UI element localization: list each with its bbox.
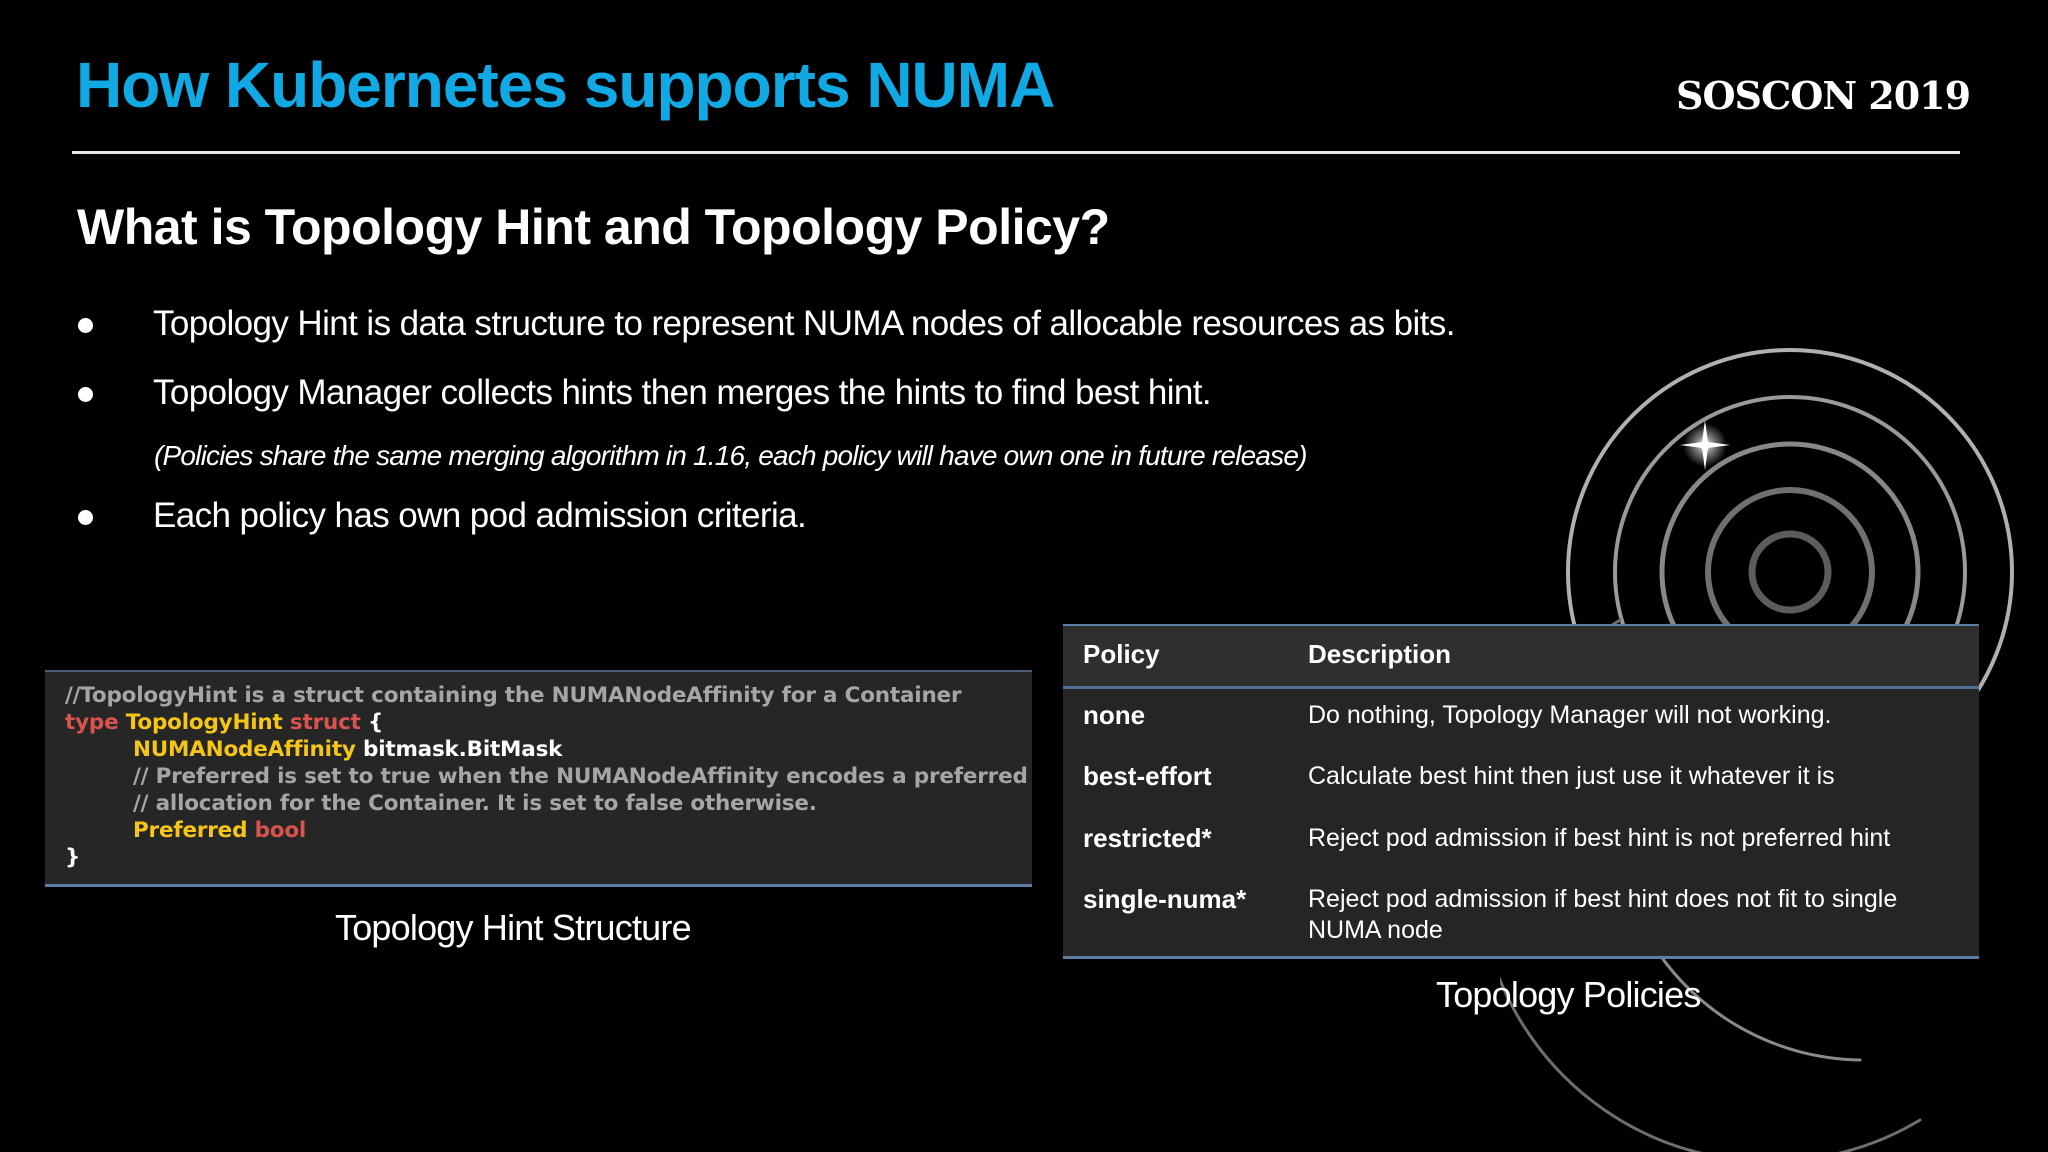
code-keyword: struct xyxy=(289,710,361,735)
code-line xyxy=(65,682,961,709)
policy-description: Calculate best hint then just use it whatever it is xyxy=(1308,762,1835,790)
code-line xyxy=(133,736,562,763)
code-block xyxy=(45,670,1032,887)
code-line xyxy=(133,763,1028,790)
code-line xyxy=(65,709,383,736)
policy-description: Reject pod admission if best hint does not fit to single NUMA node xyxy=(1308,885,1898,944)
brand-logo-text: SOSCON 2019 xyxy=(1676,73,1971,118)
code-brace: } xyxy=(65,845,81,870)
bullet-text: Each policy has own pod admission criteria. xyxy=(153,496,807,535)
code-field: Preferred xyxy=(133,818,248,843)
code-brace: { xyxy=(368,710,384,735)
table-header-policy: Policy xyxy=(1083,639,1160,669)
bullet-dot-icon xyxy=(78,510,93,525)
code-line xyxy=(133,817,306,844)
policy-description: Do nothing, Topology Manager will not working. xyxy=(1308,701,1832,729)
slide-title: How Kubernetes supports NUMA xyxy=(76,49,1055,121)
code-comment: // Preferred is set to true when the NUMANodeAffinity encodes a preferred xyxy=(133,764,1028,789)
bullet-text: Topology Manager collects hints then merges the hints to find best hint. xyxy=(153,373,1211,412)
bullet-dot-icon xyxy=(78,318,93,333)
table-header-description: Description xyxy=(1308,639,1452,669)
code-type-name: TopologyHint xyxy=(125,710,283,735)
policy-description: Reject pod admission if best hint is not preferred hint xyxy=(1308,824,1891,852)
policy-name: best-effort xyxy=(1083,761,1212,791)
bullet-dot-icon xyxy=(78,387,93,402)
code-comment: //TopologyHint is a struct containing the NUMANodeAffinity for a Container xyxy=(65,683,962,708)
bullet-text: Topology Hint is data structure to represent NUMA nodes of allocable resources as bits. xyxy=(153,304,1455,343)
code-caption: Topology Hint Structure xyxy=(335,907,691,948)
code-comment: // allocation for the Container. It is set to false otherwise. xyxy=(133,791,817,816)
code-field-type: bitmask.BitMask xyxy=(363,737,563,762)
policy-name: single-numa* xyxy=(1083,884,1247,914)
code-keyword: type xyxy=(65,710,119,735)
code-field: NUMANodeAffinity xyxy=(133,737,356,762)
policy-name: restricted* xyxy=(1083,823,1212,853)
code-line xyxy=(65,844,80,871)
code-field-type: bool xyxy=(254,818,307,843)
policy-name: none xyxy=(1083,700,1146,730)
policy-table xyxy=(1063,624,1979,959)
policy-note: (Policies share the same merging algorithm in 1.16, each policy will have own one in future release) xyxy=(154,440,1307,471)
code-line xyxy=(133,790,817,817)
table-caption: Topology Policies xyxy=(1436,974,1701,1015)
section-title: What is Topology Hint and Topology Policy? xyxy=(77,199,1110,255)
table-header-row xyxy=(1063,626,1979,689)
title-divider xyxy=(72,151,1960,154)
